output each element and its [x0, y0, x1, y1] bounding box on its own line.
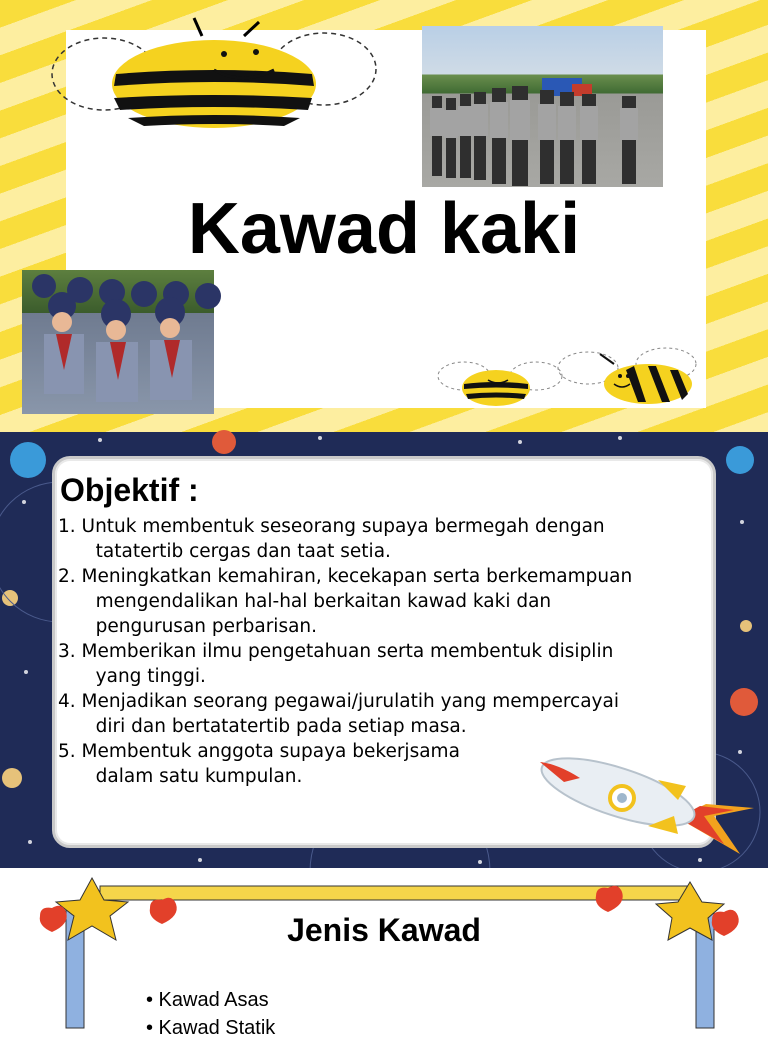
- list-item: 1. Untuk membentuk seseorang supaya bermegah dengan tatatertib cergas dan taat setia.: [58, 516, 605, 562]
- photo-young-cadets-drawing: [22, 270, 214, 414]
- bee-illustration-small: [436, 356, 566, 412]
- list-item: 3. Memberikan ilmu pengetahuan serta membentuk disiplin yang tinggi.: [58, 641, 614, 687]
- photo-cadets-marching: [422, 26, 663, 187]
- bee-illustration-medium: [556, 344, 706, 410]
- photo-young-cadets: [22, 270, 214, 414]
- list-item: 5. Membentuk anggota supaya bekerjsama dalam satu kumpulan.: [58, 741, 460, 787]
- bee-illustration-large: [44, 14, 384, 144]
- list-item: 4. Menjadikan seorang pegawai/jurulatih yang mempercayai diri dan bertatatertib pada setiap masa.: [58, 691, 619, 737]
- list-item: 2. Meningkatkan kemahiran, kecekapan serta berkemampuan mengendalikan hal-hal berkaitan kawad kaki dan pengurusan perbarisan.: [58, 566, 633, 637]
- list-item: • Kawad Statik: [146, 1017, 276, 1039]
- types-heading: Jenis Kawad: [287, 912, 481, 948]
- rocket-illustration: [528, 756, 758, 866]
- objective-list: [58, 514, 708, 789]
- objective-heading: Objektif :: [60, 472, 199, 508]
- types-list: [146, 986, 275, 1042]
- photo-cadets-marching-drawing: [422, 26, 663, 187]
- slide-title: Kawad kaki: [187, 189, 581, 269]
- list-item: • Kawad Asas: [146, 989, 269, 1011]
